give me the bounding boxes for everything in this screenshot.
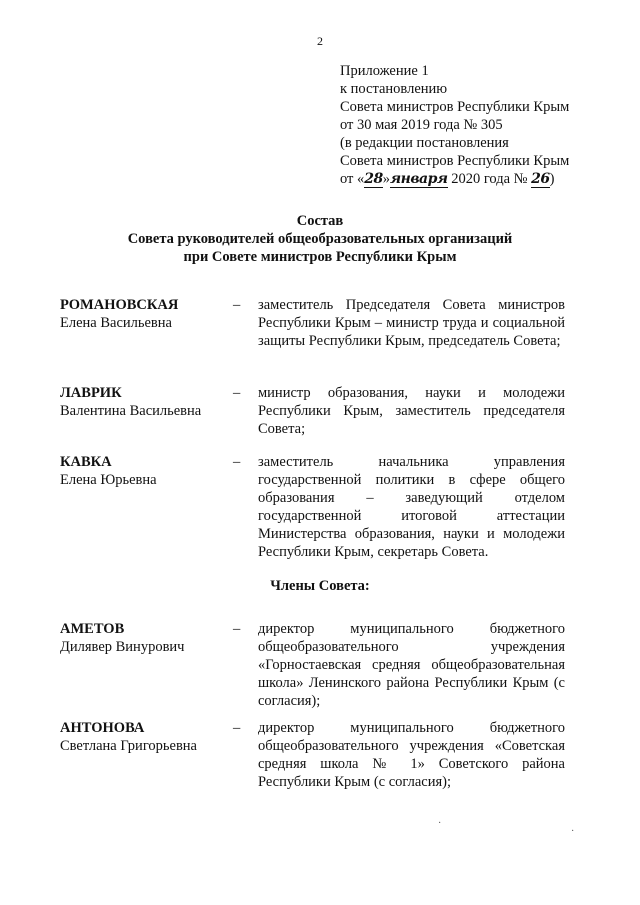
members-heading: Члены Совета: — [270, 578, 370, 594]
title-line-2: Совета руководителей общеобразовательных организаций — [127, 231, 513, 247]
person-surname: РОМАНОВСКАЯ — [60, 297, 179, 313]
closing-paren: ) — [549, 171, 555, 187]
date-close-quote: » — [382, 171, 391, 187]
entry-dash: – — [233, 720, 241, 736]
appendix-line-5: (в редакции постановления — [340, 135, 509, 151]
title-line-1: Состав — [296, 213, 344, 229]
title-line-3: при Совете министров Республики Крым — [183, 249, 457, 265]
scan-speck: · — [438, 818, 442, 829]
member-description: директор муниципального бюджетного общеобразовательного учреждения «Советская средняя школа № 1» Советского района Республики Крым (с согласия); — [258, 720, 565, 790]
person-description: министр образования, науки и молодежи Республики Крым, заместитель председателя Совета; — [258, 385, 565, 437]
entry-dash: – — [233, 454, 241, 470]
handwritten-number: 26 — [531, 171, 550, 187]
person-description: заместитель Председателя Совета министров Республики Крым – министр труда и социальной защиты Республики Крым, председатель Совета; — [258, 297, 565, 349]
person-name: Елена Васильевна — [60, 315, 172, 331]
member-name: Светлана Григорьевна — [60, 738, 197, 754]
person-name: Валентина Васильевна — [60, 403, 202, 419]
handwritten-month: января — [390, 171, 448, 187]
person-name: Елена Юрьевна — [60, 472, 157, 488]
appendix-block — [340, 62, 630, 188]
member-surname: АМЕТОВ — [60, 621, 125, 637]
person-surname: ЛАВРИК — [60, 385, 122, 401]
member-name: Дилявер Винурович — [60, 639, 185, 655]
number-prefix: № — [513, 171, 528, 187]
entry-dash: – — [233, 621, 241, 637]
appendix-line-3: Совета министров Республики Крым — [340, 99, 570, 115]
page-number: 2 — [317, 34, 323, 48]
member-surname: АНТОНОВА — [60, 720, 145, 736]
entry-dash: – — [233, 385, 241, 401]
document-title — [0, 212, 640, 266]
handwritten-day: 28 — [364, 171, 383, 187]
person-description: заместитель начальника управления государственной политики в сфере общего образования – заведующий отделом государственной итоговой аттестации Министерства образования, науки и молодежи Республики Крым, секретарь Совета. — [258, 454, 565, 560]
entry-dash: – — [233, 297, 241, 313]
appendix-line-2: к постановлению — [340, 81, 448, 97]
appendix-line-6: Совета министров Республики Крым — [340, 153, 570, 169]
appendix-line-1: Приложение 1 — [340, 63, 429, 79]
appendix-date-line — [340, 170, 630, 188]
scan-speck: · — [571, 826, 575, 837]
appendix-line-4: от 30 мая 2019 года № 305 — [340, 117, 503, 133]
date-year: 2020 года — [451, 171, 511, 187]
person-surname: КАВКА — [60, 454, 112, 470]
member-description: директор муниципального бюджетного общеобразовательного учреждения «Горностаевская средняя общеобразовательная школа» Ленинского района Республики Крым (с согласия); — [258, 621, 565, 709]
date-prefix: от « — [340, 171, 365, 187]
